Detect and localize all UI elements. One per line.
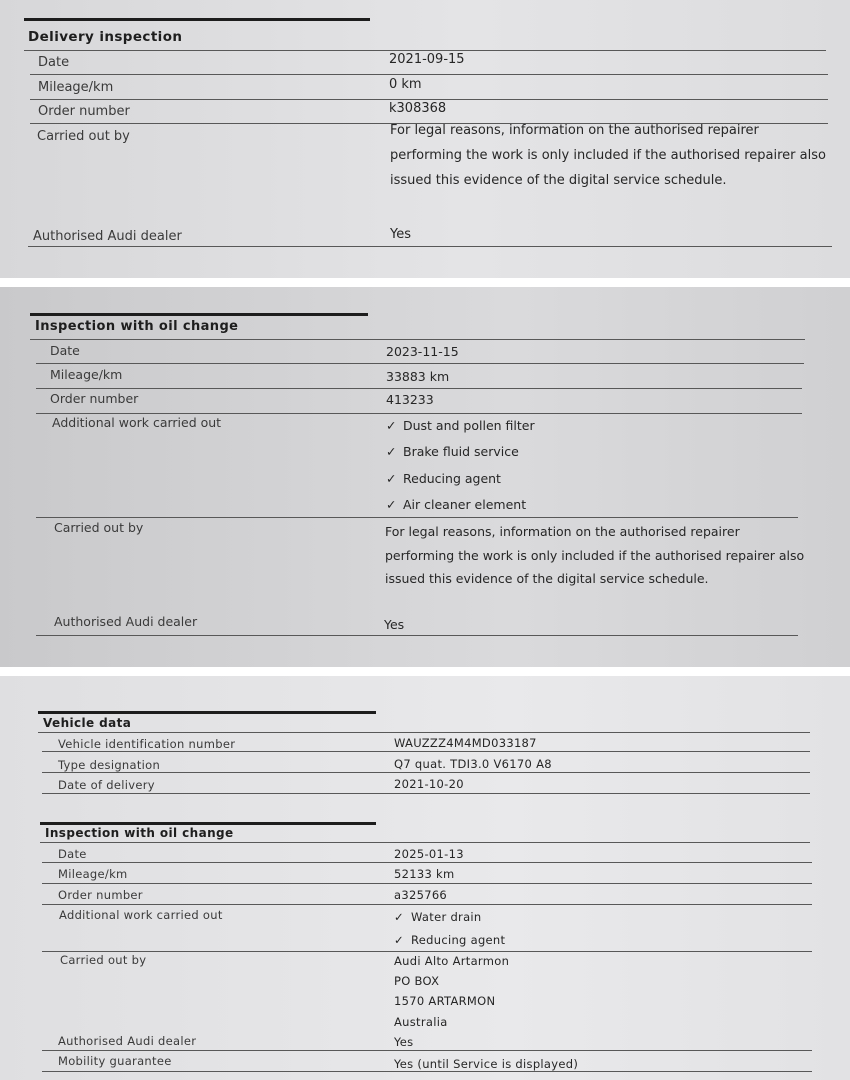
divider	[42, 951, 812, 952]
order-number-label: Order number	[50, 391, 139, 406]
mileage-label: Mileage/km	[50, 367, 123, 382]
authorised-dealer-value: Yes	[390, 227, 411, 242]
section-top-bar	[30, 313, 368, 316]
divider	[36, 363, 804, 364]
carried-out-by-label: Carried out by	[60, 953, 147, 967]
divider	[38, 732, 810, 733]
order-number-value: 413233	[386, 392, 434, 407]
type-designation-value: Q7 quat. TDI3.0 V6170 A8	[394, 757, 552, 771]
date-of-delivery-label: Date of delivery	[58, 778, 155, 792]
divider	[30, 74, 828, 75]
divider	[42, 772, 810, 773]
date-value: 2025-01-13	[394, 847, 464, 861]
vin-value: WAUZZZ4M4MD033187	[394, 736, 537, 750]
date-label: Date	[58, 847, 87, 861]
divider	[42, 793, 810, 794]
date-of-delivery-value: 2021-10-20	[394, 777, 464, 791]
carried-out-by-line: PO BOX	[394, 974, 440, 988]
divider	[24, 50, 826, 51]
divider	[30, 339, 805, 340]
additional-work-label: Additional work carried out	[59, 908, 223, 922]
type-designation-label: Type designation	[58, 758, 161, 772]
checkmark-icon: ✓	[386, 497, 397, 512]
vehicle-data-panel	[0, 676, 850, 1080]
mobility-guarantee-value: Yes (until Service is displayed)	[394, 1057, 579, 1071]
divider	[42, 1071, 812, 1072]
carried-out-by-label: Carried out by	[54, 520, 144, 535]
checkmark-icon: ✓	[386, 471, 397, 486]
carried-out-by-line: issued this evidence of the digital service schedule.	[390, 173, 727, 188]
section-top-bar	[24, 18, 370, 21]
divider	[42, 883, 812, 884]
divider	[42, 751, 810, 752]
section-title: Inspection with oil change	[45, 826, 234, 840]
divider	[28, 246, 832, 247]
carried-out-by-line: Australia	[394, 1015, 448, 1029]
divider	[42, 1050, 812, 1051]
carried-out-by-line: Audi Alto Artarmon	[394, 954, 510, 968]
section-title: Delivery inspection	[28, 29, 183, 45]
mileage-label: Mileage/km	[58, 867, 128, 881]
date-value: 2021-09-15	[389, 52, 465, 67]
divider	[30, 99, 828, 100]
additional-work-item: ✓ Brake fluid service	[386, 444, 519, 459]
authorised-dealer-value: Yes	[394, 1035, 414, 1049]
section-title: Inspection with oil change	[35, 319, 239, 334]
authorised-dealer-label: Authorised Audi dealer	[54, 614, 198, 629]
mileage-value: 33883 km	[386, 369, 450, 384]
mileage-value: 0 km	[389, 77, 422, 92]
divider	[40, 842, 810, 843]
additional-work-item: ✓ Water drain	[394, 910, 482, 924]
carried-out-by-line: 1570 ARTARMON	[394, 994, 496, 1008]
additional-work-label: Additional work carried out	[52, 415, 222, 430]
authorised-dealer-label: Authorised Audi dealer	[58, 1034, 197, 1048]
section-top-bar	[38, 711, 376, 714]
mileage-label: Mileage/km	[38, 80, 114, 95]
additional-work-item: ✓ Reducing agent	[394, 933, 506, 947]
carried-out-by-line: For legal reasons, information on the authorised repairer	[385, 524, 740, 539]
divider	[42, 904, 812, 905]
carried-out-by-line: performing the work is only included if the authorised repairer also	[390, 148, 826, 163]
additional-work-item: ✓ Dust and pollen filter	[386, 418, 535, 433]
order-number-label: Order number	[38, 104, 130, 119]
checkmark-icon: ✓	[394, 910, 404, 924]
carried-out-by-line: issued this evidence of the digital service schedule.	[385, 571, 709, 586]
additional-work-item: ✓ Reducing agent	[386, 471, 501, 486]
order-number-value: k308368	[389, 101, 447, 116]
checkmark-icon: ✓	[394, 933, 404, 947]
authorised-dealer-value: Yes	[384, 617, 405, 632]
carried-out-by-line: For legal reasons, information on the authorised repairer	[390, 123, 759, 138]
divider	[36, 635, 798, 636]
authorised-dealer-label: Authorised Audi dealer	[33, 229, 182, 244]
order-number-value: a325766	[394, 888, 448, 902]
section-title: Vehicle data	[43, 716, 132, 730]
date-value: 2023-11-15	[386, 344, 459, 359]
date-label: Date	[38, 55, 70, 70]
divider	[42, 862, 812, 863]
divider	[36, 388, 802, 389]
divider	[36, 413, 802, 414]
delivery-inspection-panel	[0, 0, 850, 278]
order-number-label: Order number	[58, 888, 143, 902]
carried-out-by-label: Carried out by	[37, 129, 130, 144]
mobility-guarantee-label: Mobility guarantee	[58, 1054, 172, 1068]
carried-out-by-line: performing the work is only included if the authorised repairer also	[385, 548, 805, 563]
date-label: Date	[50, 343, 80, 358]
additional-work-item: ✓ Air cleaner element	[386, 497, 527, 512]
oil-change-inspection-2023-panel	[0, 287, 850, 667]
divider	[36, 517, 798, 518]
vin-label: Vehicle identification number	[58, 737, 236, 751]
checkmark-icon: ✓	[386, 418, 397, 433]
checkmark-icon: ✓	[386, 444, 397, 459]
section-top-bar	[40, 822, 376, 825]
mileage-value: 52133 km	[394, 867, 455, 881]
